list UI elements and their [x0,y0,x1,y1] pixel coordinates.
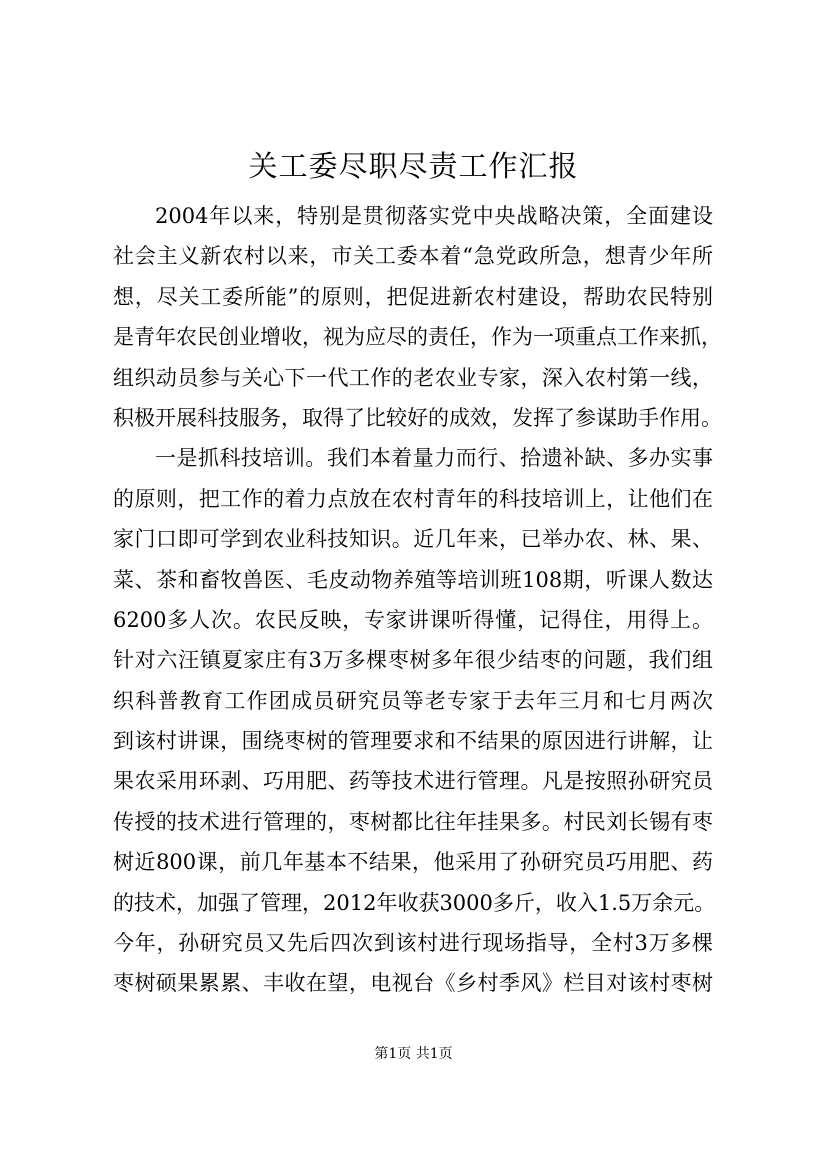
paragraph-2-line: 的技术，加强了管理，2012年收获3000多斤，收入1.5万余元。 [113,890,716,915]
document-title: 关工委尽职尽责工作汇报 [248,149,579,183]
paragraph-1-line: 积极开展科技服务，取得了比较好的成效，发挥了参谋助手作用。 [113,405,722,430]
paragraph-2-line: 针对六汪镇夏家庄有3万多棵枣树多年很少结枣的问题，我们组 [113,648,713,673]
paragraph-2-line: 菜、茶和畜牧兽医、毛皮动物养殖等培训班108期，听课人数达 [113,567,713,592]
paragraph-2-line: 传授的技术进行管理的，枣树都比往年挂果多。村民刘长锡有枣 [113,809,713,834]
paragraph-2-line: 一是抓科技培训。我们本着量力而行、拾遗补缺、多办实事 [155,446,713,471]
paragraph-2-line: 6200多人次。农民反映，专家讲课听得懂，记得住，用得上。 [113,607,713,632]
page-number-footer: 第1页 共1页 [374,1046,453,1062]
document-body [113,196,722,1004]
paragraph-1-line: 组织动员参与关心下一代工作的老农业专家，深入农村第一线， [113,365,713,390]
paragraph-2-line: 织科普教育工作团成员研究员等老专家于去年三月和七月两次 [113,688,713,713]
paragraph-1-line: 社会主义新农村以来，市关工委本着“急党政所急，想青少年所 [113,244,713,269]
paragraph-1-line: 是青年农民创业增收，视为应尽的责任，作为一项重点工作来抓， [113,325,722,350]
paragraph-2-line: 果农采用环剥、巧用肥、药等技术进行管理。凡是按照孙研究员 [113,769,713,794]
paragraph-2-line: 今年，孙研究员又先后四次到该村进行现场指导，全村3万多棵 [113,931,713,956]
paragraph-2-line: 枣树硕果累累、丰收在望，电视台《乡村季风》栏目对该村枣树 [113,971,713,996]
paragraph-2-line: 的原则，把工作的着力点放在农村青年的科技培训上，让他们在 [113,486,713,511]
paragraph-1-line: 2004年以来，特别是贯彻落实党中央战略决策，全面建设 [155,204,713,228]
paragraph-2-line: 树近800课，前几年基本不结果，他采用了孙研究员巧用肥、药 [113,850,713,875]
paragraph-2-line: 到该村讲课，围绕枣树的管理要求和不结果的原因进行讲解，让 [113,729,713,754]
paragraph-1-line: 想，尽关工委所能”的原则，把促进新农村建设，帮助农民特别 [113,284,713,309]
paragraph-2-line: 家门口即可学到农业科技知识。近几年来，已举办农、林、果、 [113,527,713,552]
